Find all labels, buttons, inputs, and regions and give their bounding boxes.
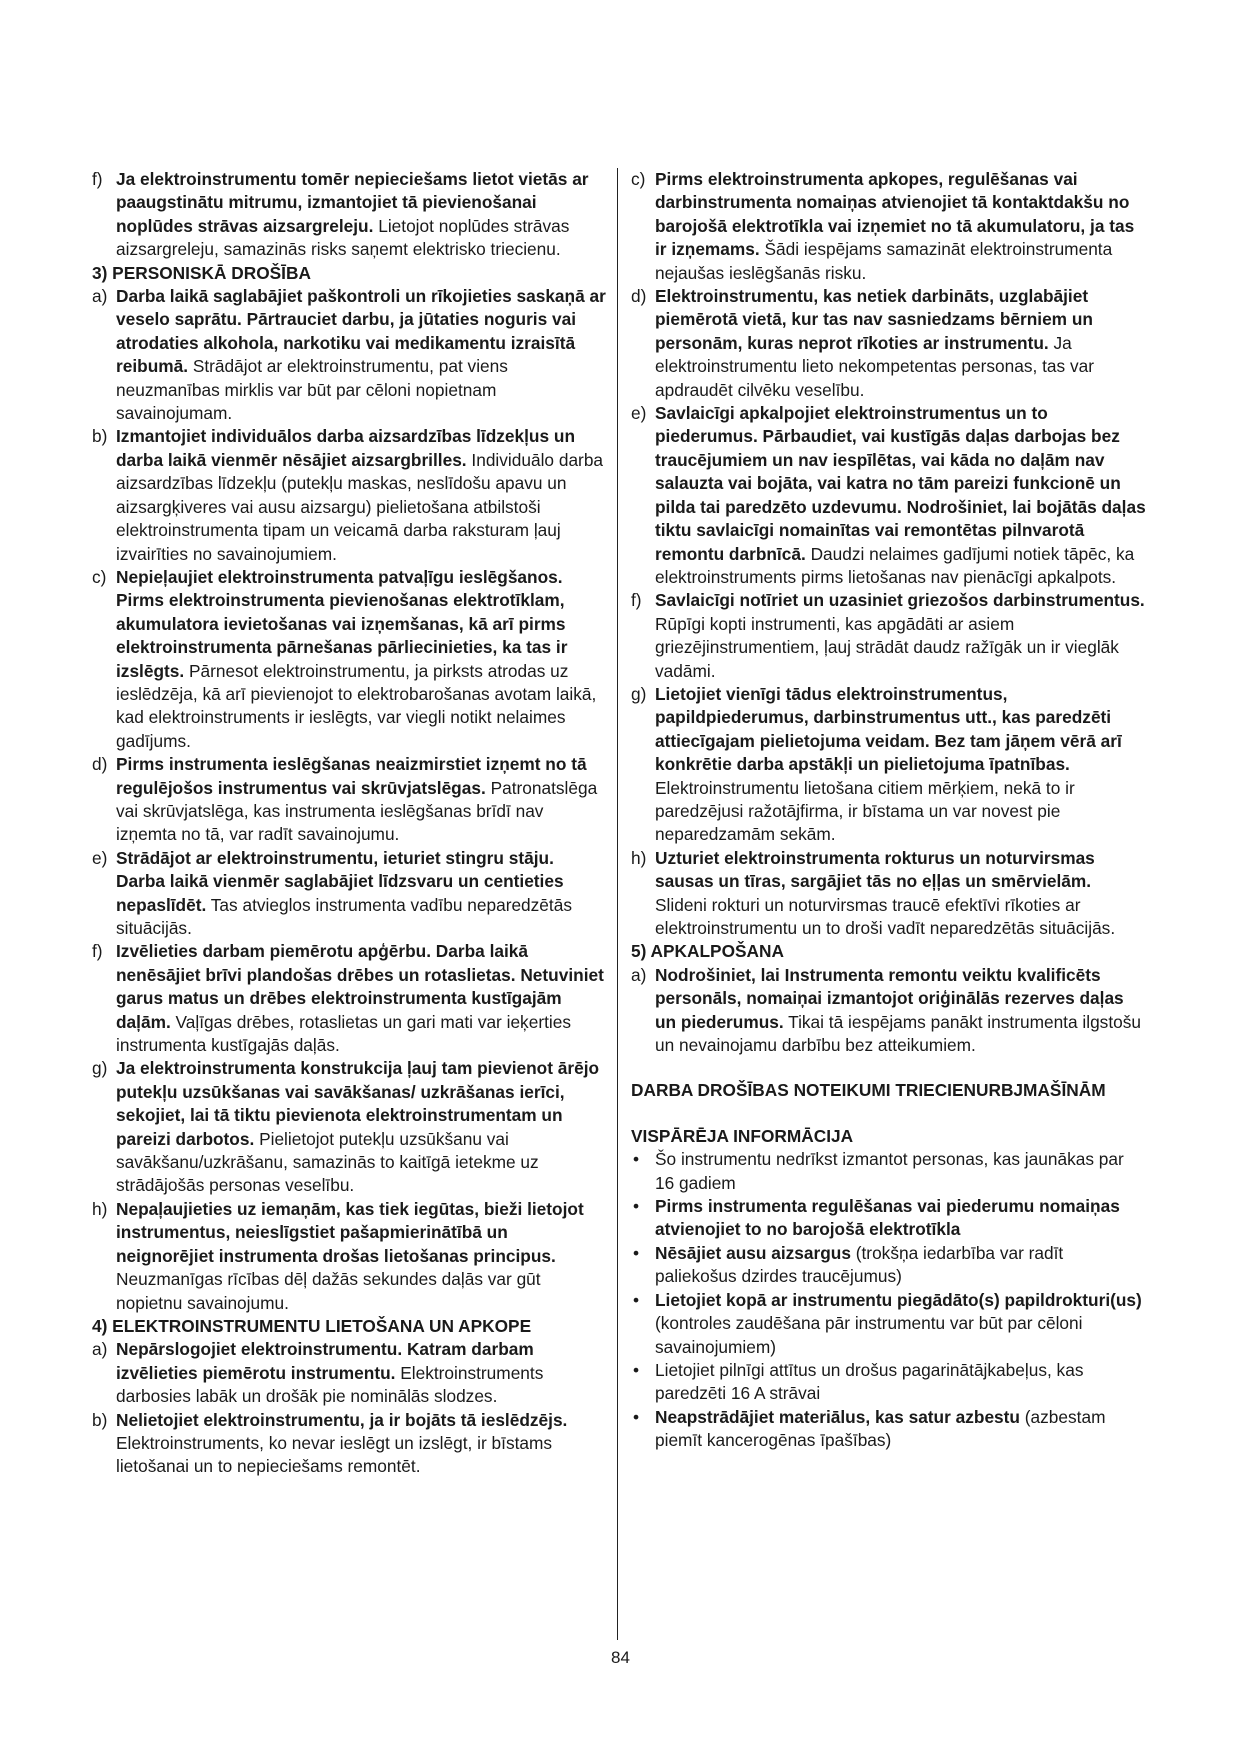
item-bold-text: Nelietojiet elektroinstrumentu, ja ir bojāts tā ieslēdzējs. xyxy=(116,1409,568,1430)
left-items-group-c xyxy=(92,1338,607,1478)
safety-item xyxy=(92,285,607,425)
item-text: Slideni rokturi un noturvirsmas traucē efektīvi rīkoties ar elektroinstrumentu un to droši vadīt neparedzētās situācijās. xyxy=(655,894,1116,938)
item-bold-text: Savlaicīgi notīriet un uzasiniet griezošos darbinstrumentus. xyxy=(655,590,1145,611)
item-bold-text: Strādājot ar elektroinstrumentu, ieturiet stingru stāju. Darba laikā vienmēr saglabājiet līdzsvaru un centieties nepaslīdēt. xyxy=(116,847,564,915)
item-bold-text: Nepieļaujiet elektroinstrumenta patvaļīgu ieslēgšanos. Pirms elektroinstrumenta pievienošanas elektrotīklam, akumulatora ievietošanas vai izņemšanas, kā arī pirms elektroinstrumenta pārnešanas pārliecinieties, ka tas ir izslēgts. xyxy=(116,566,568,681)
bullet-item xyxy=(631,1406,1146,1453)
bullet-bold-text: Lietojiet kopā ar instrumentu piegādāto(s) papildrokturi(us) xyxy=(655,1289,1142,1310)
item-label: d) xyxy=(92,754,108,775)
heading-safety-rules: DARBA DROŠĪBAS NOTEIKUMI TRIECIENURBJMAŠĪNĀM xyxy=(631,1080,1106,1101)
item-label: f) xyxy=(631,590,642,611)
item-text: Tas atvieglos instrumenta vadību neparedzētās situācijās. xyxy=(116,894,572,938)
item-bold-text: Uzturiet elektroinstrumenta rokturus un noturvirsmas sausas un tīras, sargājiet tās no eļļas un smērvielām. xyxy=(655,847,1095,892)
safety-item xyxy=(631,847,1146,941)
section-heading-tool-use: 4) ELEKTROINSTRUMENTU LIETOŠANA UN APKOPE xyxy=(92,1315,532,1336)
item-bold-text: Savlaicīgi apkalpojiet elektroinstrumentus un to piederumus. Pārbaudiet, vai kustīgās daļas darbojas bez traucējumiem un nav iespīlētas, vai kāda no daļām nav salauzta vai bojāta, vai katra no tām pareizi funkcionē un pilda tai paredzēto uzdevumu. Nodrošiniet, lai bojātās daļas tiktu savlaicīgi nomainītas vai remontētas pilnvarotā remontu darbnīcā. xyxy=(655,403,1146,564)
bullet-dot-icon: • xyxy=(633,1289,640,1310)
item-label: f) xyxy=(92,169,103,189)
item-text: Vaļīgas drēbes, rotaslietas un gari mati var ieķerties instrumenta kustīgajās daļās. xyxy=(116,1011,571,1056)
bullet-dot-icon: • xyxy=(633,1149,640,1170)
bullet-text: Lietojiet pilnīgi attītus un drošus pagarinātājkabeļus, kas paredzēti 16 A strāvai xyxy=(655,1359,1084,1404)
item-bold-text: Darba laikā saglabājiet paškontroli un rīkojieties saskaņā ar veselo saprātu. Pārtrauciet darbu, ja jūtaties noguris vai atrodaties alkohola, narkotiku vai medikamentu izraisītā reibumā. xyxy=(116,286,606,377)
bullet-dot-icon: • xyxy=(633,1242,640,1263)
item-label: a) xyxy=(92,286,108,307)
column-divider xyxy=(617,168,618,1640)
item-text: Patronatslēga vai skrūvjatslēga, kas instrumenta ieslēgšanas brīdī nav izņemta no tā, var radīt savainojumu. xyxy=(116,777,598,845)
item-text: Pārnesot elektroinstrumentu, ja pirksts atrodas uz ieslēdzēja, kā arī pievienojot to elektrobarošanas avotam laikā, kad elektroinstruments ir ieslēgts, var viegli notikt nelaimes gadījums. xyxy=(116,660,597,751)
item-bold-text: Nepārslogojiet elektroinstrumentu. Katram darbam izvēlieties piemērotu instrumentu. xyxy=(116,1339,534,1383)
safety-item xyxy=(92,1338,607,1408)
item-bold-text: Pirms elektroinstrumenta apkopes, regulēšanas vai darbinstrumenta nomaiņas atvienojiet tā kontaktdakšu no barojošā elektrotīkla vai izņemiet no tā akumulatoru, ja tas ir izņemams. xyxy=(655,169,1135,260)
item-label: d) xyxy=(631,286,647,307)
section-heading-personal-safety: 3) PERSONISKĀ DROŠĪBA xyxy=(92,262,311,283)
item-label: a) xyxy=(92,1339,108,1360)
item-text: Strādājot ar elektroinstrumentu, pat viens neuzmanības mirklis var būt par cēloni nopietnam savainojumam. xyxy=(116,356,508,424)
bullet-text: (trokšņa iedarbība var radīt paliekošus dzirdes traucējumus) xyxy=(655,1242,1064,1287)
item-text: Elektroinstruments, ko nevar ieslēgt un izslēgt, ir bīstams lietošanai un to nepieciešams remontēt. xyxy=(116,1432,553,1477)
item-label: b) xyxy=(92,426,108,447)
bullet-text: Šo instrumentu nedrīkst izmantot personas, kas jaunākas par 16 gadiem xyxy=(655,1149,1124,1193)
safety-item xyxy=(631,589,1146,683)
spacer xyxy=(631,1057,1146,1079)
left-items-group-b xyxy=(92,285,607,1315)
safety-item xyxy=(92,1409,607,1479)
section-heading-service: 5) APKALPOŠANA xyxy=(631,941,784,962)
safety-item xyxy=(92,1057,607,1197)
item-label: c) xyxy=(631,169,646,189)
item-label: h) xyxy=(92,1198,108,1219)
safety-item xyxy=(631,683,1146,847)
item-bold-text: Izvēlieties darbam piemērotu apģērbu. Darba laikā nenēsājiet brīvi plandošas drēbes un rotaslietas. Netuviniet garus matus un drēbes elektroinstrumenta kustīgajām daļām. xyxy=(116,941,604,1032)
item-bold-text: Pirms instrumenta ieslēgšanas neaizmirstiet izņemt no tā regulējošos instrumentus vai skrūvjatslēgas. xyxy=(116,754,587,798)
bullet-item xyxy=(631,1359,1146,1406)
bullet-dot-icon: • xyxy=(633,1196,640,1217)
safety-item xyxy=(92,566,607,753)
bullet-item xyxy=(631,1195,1146,1242)
item-text: Individuālo darba aizsardzības līdzekļu (putekļu maskas, neslīdošu apavu un aizsargķiveres vai ausu aizsargu) pielietošana atbilstoši elektroinstrumenta tipam un veicamā darba raksturam ļauj izvairīties no savainojumiem. xyxy=(116,449,604,564)
item-text: Šādi iespējams samazināt elektroinstrumenta nejaušas ieslēgšanās risku. xyxy=(655,239,1113,283)
item-bold-text: Lietojiet vienīgi tādus elektroinstrumentus, papildpiederumus, darbinstrumentus utt., kas paredzēti attiecīgajam pielietojuma veidam. Bez tam jāņem vērā arī konkrētie darba apstākļi un pielietojuma īpatnības. xyxy=(655,683,1122,775)
bullet-item xyxy=(631,1289,1146,1359)
right-items-group-b xyxy=(631,964,1146,1058)
safety-item xyxy=(92,425,607,565)
bullet-bold-text: Nēsājiet ausu aizsargus xyxy=(655,1242,851,1263)
item-text: Rūpīgi kopti instrumenti, kas apgādāti ar asiem griezējinstrumentiem, ļauj strādāt daudz ražīgāk un ir vieglāk vadāmi. xyxy=(655,613,1119,681)
safety-item xyxy=(92,1198,607,1315)
item-bold-text: Ja elektroinstrumenta konstrukcija ļauj tam pievienot ārējo putekļu uzsūkšanas vai savākšanas/ uzkrāšanas ierīci, sekojiet, lai tā tiktu pievienota elektroinstrumentam un pareizi darbotos. xyxy=(116,1058,600,1149)
safety-item xyxy=(92,940,607,1057)
item-label: e) xyxy=(92,847,108,868)
bullet-bold-text: Neapstrādājiet materiālus, kas satur azbestu xyxy=(655,1406,1020,1427)
safety-item xyxy=(631,964,1146,1058)
bullet-dot-icon: • xyxy=(633,1359,640,1380)
item-bold-text: Ja elektroinstrumentu tomēr nepieciešams lietot vietās ar paaugstinātu mitrumu, izmantojiet tā pievienošanai noplūdes strāvas aizsargreleju. xyxy=(116,169,589,236)
safety-item xyxy=(631,168,1146,285)
bullet-text: (azbestam piemīt kancerogēnas īpašības) xyxy=(655,1406,1106,1451)
bullet-list xyxy=(631,1148,1146,1452)
item-label: e) xyxy=(631,403,647,424)
item-text: Pielietojot putekļu uzsūkšanu vai savākšanu/uzkrāšanu, samazinās to kaitīgā ietekme uz strādājošās personas veselību. xyxy=(116,1128,539,1196)
right-column xyxy=(631,168,1146,1453)
item-label: f) xyxy=(92,941,103,962)
safety-item xyxy=(631,285,1146,402)
safety-item xyxy=(631,402,1146,589)
left-column xyxy=(92,168,607,1479)
left-items-group-a xyxy=(92,168,607,262)
heading-general-info: VISPĀRĒJA INFORMĀCIJA xyxy=(631,1125,854,1146)
item-text: Neuzmanīgas rīcības dēļ dažās sekundes daļās var gūt nopietnu savainojumu. xyxy=(116,1269,541,1313)
item-bold-text: Izmantojiet individuālos darba aizsardzības līdzekļus un darba laikā vienmēr nēsājiet aizsargbrilles. xyxy=(116,426,576,470)
item-text: Lietojot noplūdes strāvas aizsargreleju, samazinās risks saņemt elektrisko triecienu. xyxy=(116,215,570,260)
item-text: Daudzi nelaimes gadījumi notiek tāpēc, ka elektroinstruments pirms lietošanas nav pienācīgi apkalpots. xyxy=(655,543,1135,587)
item-label: a) xyxy=(631,964,647,985)
item-bold-text: Nepaļaujieties uz iemaņām, kas tiek iegūtas, bieži lietojot instrumentus, neieslīgstiet pašapmierinātībā un neignorējiet instrumenta drošas lietošanas principus. xyxy=(116,1198,584,1266)
right-items-group-a xyxy=(631,168,1146,940)
spacer xyxy=(631,1103,1146,1125)
safety-item xyxy=(92,847,607,941)
page-number: 84 xyxy=(611,1648,630,1667)
item-label: h) xyxy=(631,847,647,868)
item-label: c) xyxy=(92,566,107,587)
item-label: g) xyxy=(92,1058,108,1079)
item-text: Elektroinstrumentu lietošana citiem mērķiem, nekā to ir paredzējusi ražotājfirma, ir bīstama un var novest pie neparedzamām sekām. xyxy=(655,777,1075,845)
bullet-item xyxy=(631,1242,1146,1289)
safety-item xyxy=(92,753,607,847)
bullet-text: (kontroles zaudēšana pār instrumentu var būt par cēloni savainojumiem) xyxy=(655,1313,1083,1357)
item-text: Ja elektroinstrumentu lieto nekompetentas personas, tas var apdraudēt cilvēku veselību. xyxy=(655,332,1094,400)
item-label: b) xyxy=(92,1409,108,1430)
item-bold-text: Nodrošiniet, lai Instrumenta remontu veiktu kvalificēts personāls, nomaiņai izmantojot oriģinālās rezerves daļas un piederumus. xyxy=(655,964,1124,1032)
safety-item xyxy=(92,168,607,262)
item-bold-text: Elektroinstrumentu, kas netiek darbināts, uzglabājiet piemērotā vietā, kur tas nav sasniedzams bērniem un personām, kuras neprot rīkoties ar instrumentu. xyxy=(655,286,1093,353)
bullet-item xyxy=(631,1148,1146,1195)
item-text: Elektroinstruments darbosies labāk un drošāk pie nominālās slodzes. xyxy=(116,1362,544,1407)
bullet-dot-icon: • xyxy=(633,1406,640,1427)
bullet-bold-text: Pirms instrumenta regulēšanas vai piederumu nomaiņas atvienojiet to no barojošā elektrotīkla xyxy=(655,1196,1120,1240)
item-label: g) xyxy=(631,683,647,704)
item-text: Tikai tā iespējams panākt instrumenta ilgstošu un nevainojamu darbību bez atteikumiem. xyxy=(655,1011,1141,1056)
